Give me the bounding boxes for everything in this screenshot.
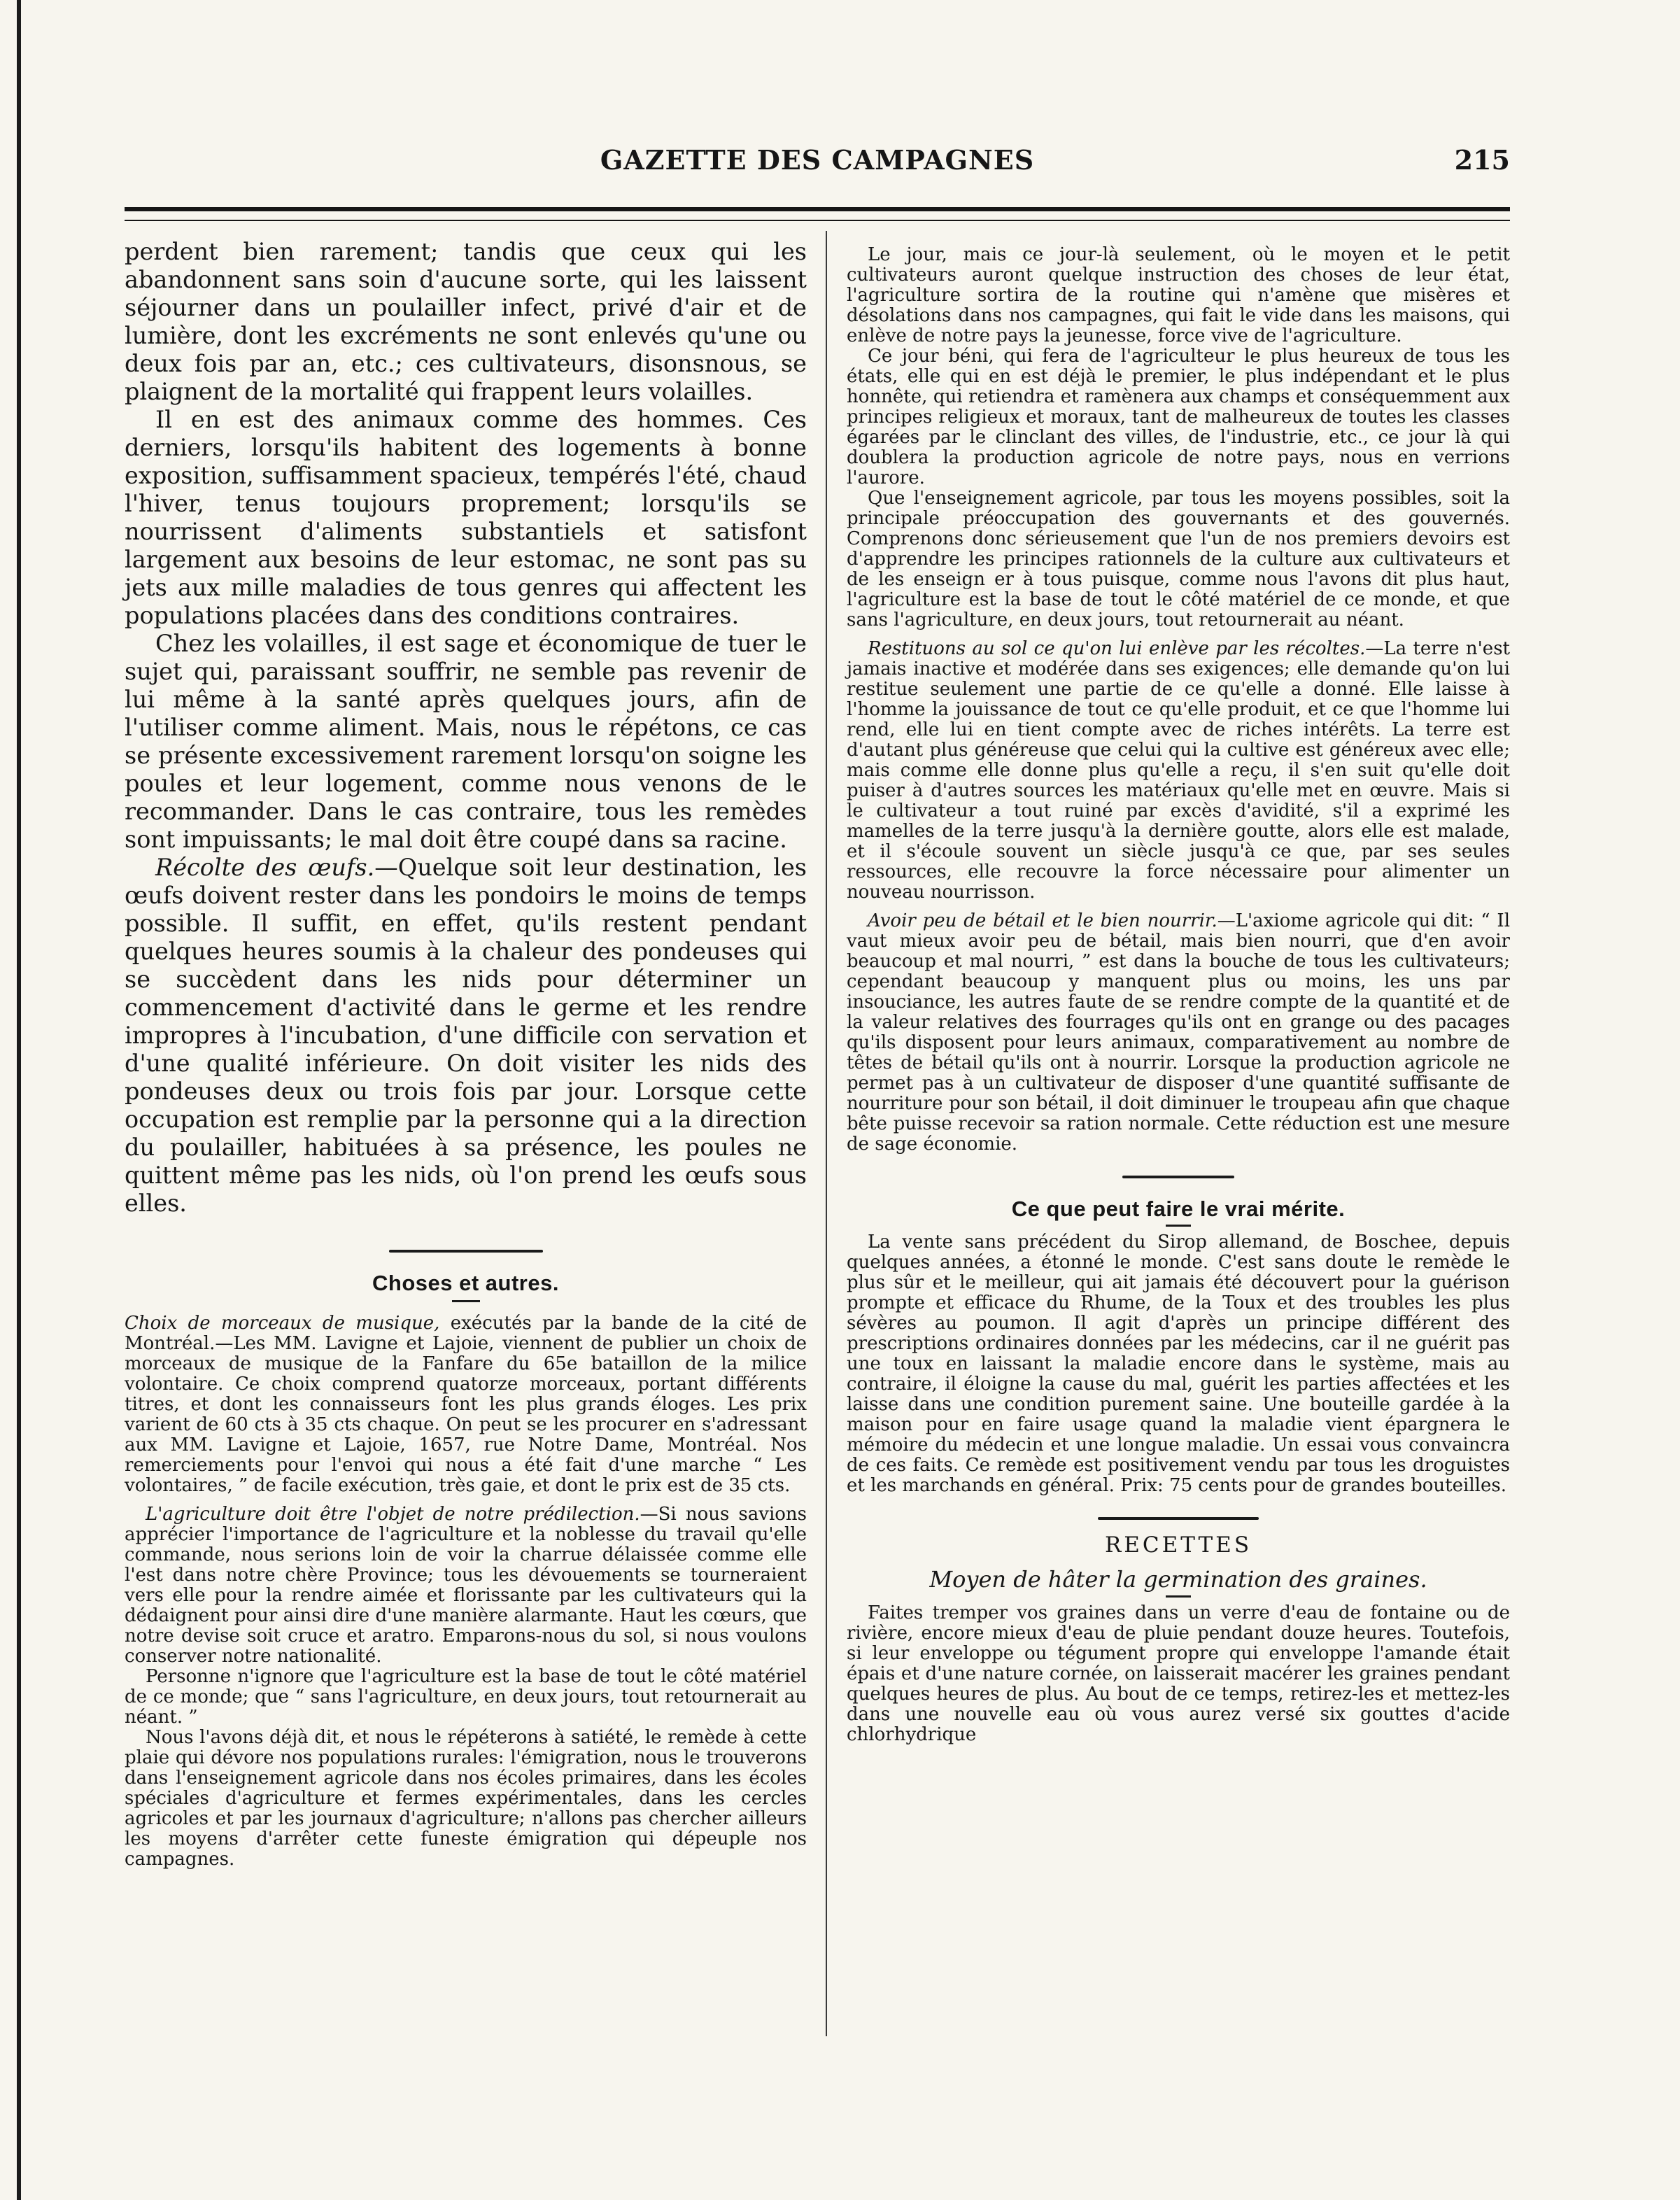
page-number: 215 [1454,144,1510,176]
section-title: RECETTES [1104,1532,1252,1558]
section-separator-small [847,1595,1510,1598]
left-column [125,238,807,1878]
paragraph-recolte [125,854,807,1218]
paragraph-text: exécutés par la bande de la cité de Montréal.—Les MM. Lavigne et Lajoie, viennent de publier un choix de morceaux de musique de la Fanfare du 65e bataillon de la milice volontaire. Ce choix comprend quatorze morceaux, portant différents titres, et dont les connaisseurs font les plus grands éloges. Les prix varient de 60 cts à 35 cts chaque. On peut se les procurer en s'adressant aux MM. Lavigne et Lajoie, 1657, rue Notre Dame, Montréal. Nos remerciements pour l'envoi qui nous a été fait d'une marche “ Les volontaires, ” de facile exécution, très gaie, et dont le prix est de 35 cts. [125,1313,807,1496]
page-title: GAZETTE DES CAMPAGNES [600,144,1035,176]
choses-article [125,1313,807,1870]
paragraph-choix [125,1313,807,1496]
agriculture-article [847,245,1510,1155]
section-separator [125,1237,807,1265]
paragraph: La vente sans précédent du Sirop allemand, de Boschee, depuis quelques années, a étonné le monde. C'est sans doute le remède le plus sûr et le meilleur, qui ait jamais été découvert pour la guérison prompte et efficace du Rhume, de la Toux et des troubles les plus sévères au poumon. Il agit d'après un principe différent des prescriptions ordinaires données par les médecins, car il ne guérit pas une toux en laissant la maladie encore dans le système, mais au contraire, il éloigne la cause du mal, guérit les parties affectées et les laisse dans une condition purement saine. Une bouteille gardée à la maison pour en faire usage quand la maladie vient épargnera le mémoire du médecin et une longue maladie. Un essai vous convaincra de ces faits. Ce remède est positivement vendu par tous les droguistes et les marchands en général. Prix: 75 cents pour de grandes bouteilles. [847,1232,1510,1496]
merite-article [847,1232,1510,1496]
paragraph: Faites tremper vos graines dans un verre d'eau de fontaine ou de rivière, encore mieux d'eau de pluie pendant douze heures. Toutefois, si leur enveloppe ou tégument propre qui enveloppe l'amande était épais et d'une nature cornée, on laisserait macérer les graines pendant quelques heures de plus. Au bout de ce temps, retirez-les et mettez-les dans une nouvelle eau où vous aurez versé six gouttes d'acide chlorhydrique [847,1602,1510,1745]
paragraph-text: —Quelque soit leur destination, les œufs doivent rester dans les pondoirs le moins de temps possible. Il suffit, en effet, qu'ils restent pendant quelques heures soumis à la chaleur des pondeuses qui se succèdent dans les nids pour déterminer un commencement d'activité dans le germe et les rendre impropres à l'incubation, d'une difficile con servation et d'une qualité inférieure. On doit visiter les nids des pondeuses deux ou trois fois par jour. Lorsque cette occupation est remplie par la personne qui a la direction du poulailler, habituées à sa présence, les poules ne quittent même pas les nids, où l'on prend les œufs sous elles. [125,854,807,1217]
paragraph-agriculture [125,1504,807,1667]
header-rule-thick [125,207,1510,211]
paragraph: Nous l'avons déjà dit, et nous le répéterons à satiété, le remède à cette plaie qui dévore nos populations rurales: l'émigration, nous le trouverons dans l'enseignement agricole dans nos écoles primaires, dans les écoles spéciales d'agriculture et fermes expérimentales, dans les cercles agricoles et par les journaux d'agriculture; n'allons pas chercher ailleurs les moyens d'arrêter cette funeste émigration qui dépeuple nos campagnes. [125,1727,807,1870]
section-separator [847,1163,1510,1191]
paragraph-restituons [847,639,1510,903]
paragraph: Ce jour béni, qui fera de l'agriculteur le plus heureux de tous les états, elle qui en est déjà le premier, le plus indépendant et le plus honnête, qui retiendra et ramènera aux champs et conséquemment aux principes religieux et moraux, tant de malheureux de toutes les classes égarées par le clinclant des villes, de l'industrie, etc., ce jour là qui doublera la production agricole de notre pays, nous en verrions l'aurore. [847,346,1510,488]
paragraph-lead: Restituons au sol ce qu'on lui enlève par les récoltes. [868,638,1366,659]
paragraph-avoir [847,911,1510,1155]
section-separator-small [847,1225,1510,1227]
paragraph: perdent bien rarement; tandis que ceux qui les abandonnent sans soin d'aucune sorte, qui les laissent séjourner dans un poulailler infect, privé d'air et de lumière, dont les excréments ne sont enlevés qu'une ou deux fois par an, etc.; ces cultivateurs, disonsnous, se plaignent de la mortalité qui frappent leurs volailles. [125,238,807,405]
section-subtitle: Moyen de hâter la germination des graines. [929,1566,1427,1593]
section-separator-small [125,1300,807,1302]
page-edge-rule [17,0,21,2200]
paragraph: Personne n'ignore que l'agriculture est la base de tout le côté matériel de ce monde; que “ sans l'agriculture, en deux jours, tout retournerait au néant. ” [125,1666,807,1728]
paragraph-lead: Avoir peu de bétail et le bien nourrir. [868,910,1217,931]
paragraph: Il en est des animaux comme des hommes. Ces derniers, lorsqu'ils habitent des logements à bonne exposition, suffisamment spacieux, tempérés l'été, chaud l'hiver, tenus toujours proprement; lorsqu'ils se nourrissent d'aliments substantiels et satisfont largement aux besoins de leur estomac, ne sont pas su jets aux mille maladies de tous genres qui affectent les populations placées dans des conditions contraires. [125,406,807,629]
right-column [847,245,1510,1754]
section-separator [847,1504,1510,1532]
paragraph-text: —La terre n'est jamais inactive et modérée dans ses exigences; elle demande qu'on lui restitue seulement une partie de ce qu'elle a donné. Elle laisse à l'homme la jouissance de tout ce qu'elle produit, et ce que l'homme lui rend, elle lui en tient compte avec de riches intérêts. La terre est d'autant plus généreuse que celui qui la cultive est généreux avec elle; mais comme elle donne plus qu'elle a reçu, il s'en suit qu'elle doit puiser à d'autres sources les matériaux qu'elle met en œuvre. Mais si le cultivateur a tout ruiné par excès d'avidité, s'il a exprimé les mamelles de la terre jusqu'à la dernière goutte, alors elle est malade, et il s'écoule souvent un siècle jusqu'à ce que, par ses seules ressources, elle recouvre la force nécessaire pour alimenter un nouveau nourrisson. [847,638,1510,903]
page-header [125,144,1510,179]
recettes-article [847,1603,1510,1745]
paragraph-lead: Choix de morceaux de musique, [125,1313,440,1334]
paragraph: Que l'enseignement agricole, par tous les moyens possibles, soit la principale préoccupation des gouvernants et des gouvernés. Comprenons donc sérieusement que l'un de nos premiers devoirs est d'apprendre les principes rationnels de la culture aux cultivateurs et de les enseign er à tous puisque, comme nous l'avons dit plus haut, l'agriculture est la base de tout le côté matériel de ce monde, et que sans l'agriculture, en deux jours, tout retournerait au néant. [847,488,1510,630]
section-title: Ce que peut faire le vrai mérite. [1011,1197,1346,1221]
paragraph: Chez les volailles, il est sage et économique de tuer le sujet qui, paraissant souffrir, ne semble pas revenir de lui même à la santé après quelques jours, afin de l'utiliser comme aliment. Mais, nous le répétons, ce cas se présente excessivement rarement lorsqu'on soigne les poules et leur logement, comme nous venons de le recommander. Dans le cas contraire, tous les remèdes sont impuissants; le mal doit être coupé dans sa racine. [125,630,807,853]
paragraph-lead: L'agriculture doit être l'objet de notre prédilection. [146,1504,640,1525]
column-divider [826,231,827,2036]
header-rule-thin [125,220,1510,221]
paragraph: Le jour, mais ce jour-là seulement, où le moyen et le petit cultivateurs auront quelque instruction des choses de leur état, l'agriculture sortira de la routine qui n'amène que misères et désolations dans nos campagnes, qui fait le vide dans les maisons, qui enlève de notre pays la jeunesse, force vive de l'agriculture. [847,244,1510,346]
section-title: Choses et autres. [372,1271,559,1295]
paragraph-lead: Récolte des œufs. [155,854,375,881]
paragraph-text: —L'axiome agricole qui dit: “ Il vaut mieux avoir peu de bétail, mais bien nourri, que d'en avoir beaucoup et mal nourri, ” est dans la bouche de tous les cultivateurs; cependant beaucoup y manquent plus ou moins, les uns par insouciance, les autres faute de se rendre compte de la quantité et de la valeur relatives des fourrages qu'ils ont en grange ou des pacages qu'ils disposent pour leurs animaux, comparativement au nombre de têtes de bétail qu'ils ont à nourrir. Lorsque la production agricole ne permet pas à un cultivateur de disposer d'une quantité suffisante de nourriture pour son bétail, il doit diminuer le troupeau afin que chaque bête puisse recevoir sa ration normale. Cette réduction est une mesure de sage économie. [847,910,1511,1155]
paragraph-text: —Si nous savions apprécier l'importance de l'agriculture et la noblesse du travail qu'elle commande, nous serions loin de voir la charrue délaissée comme elle l'est dans notre chère Province; tous les dévouements se tourneraient vers elle pour la rendre aimée et florissante par les cultivateurs qui la dédaignent pour ainsi dire d'une manière alarmante. Haut les cœurs, que notre devise soit cruce et aratro. Emparons-nous du sol, si nous voulons conserver notre nationalité. [125,1504,807,1667]
poultry-article [125,238,807,1218]
